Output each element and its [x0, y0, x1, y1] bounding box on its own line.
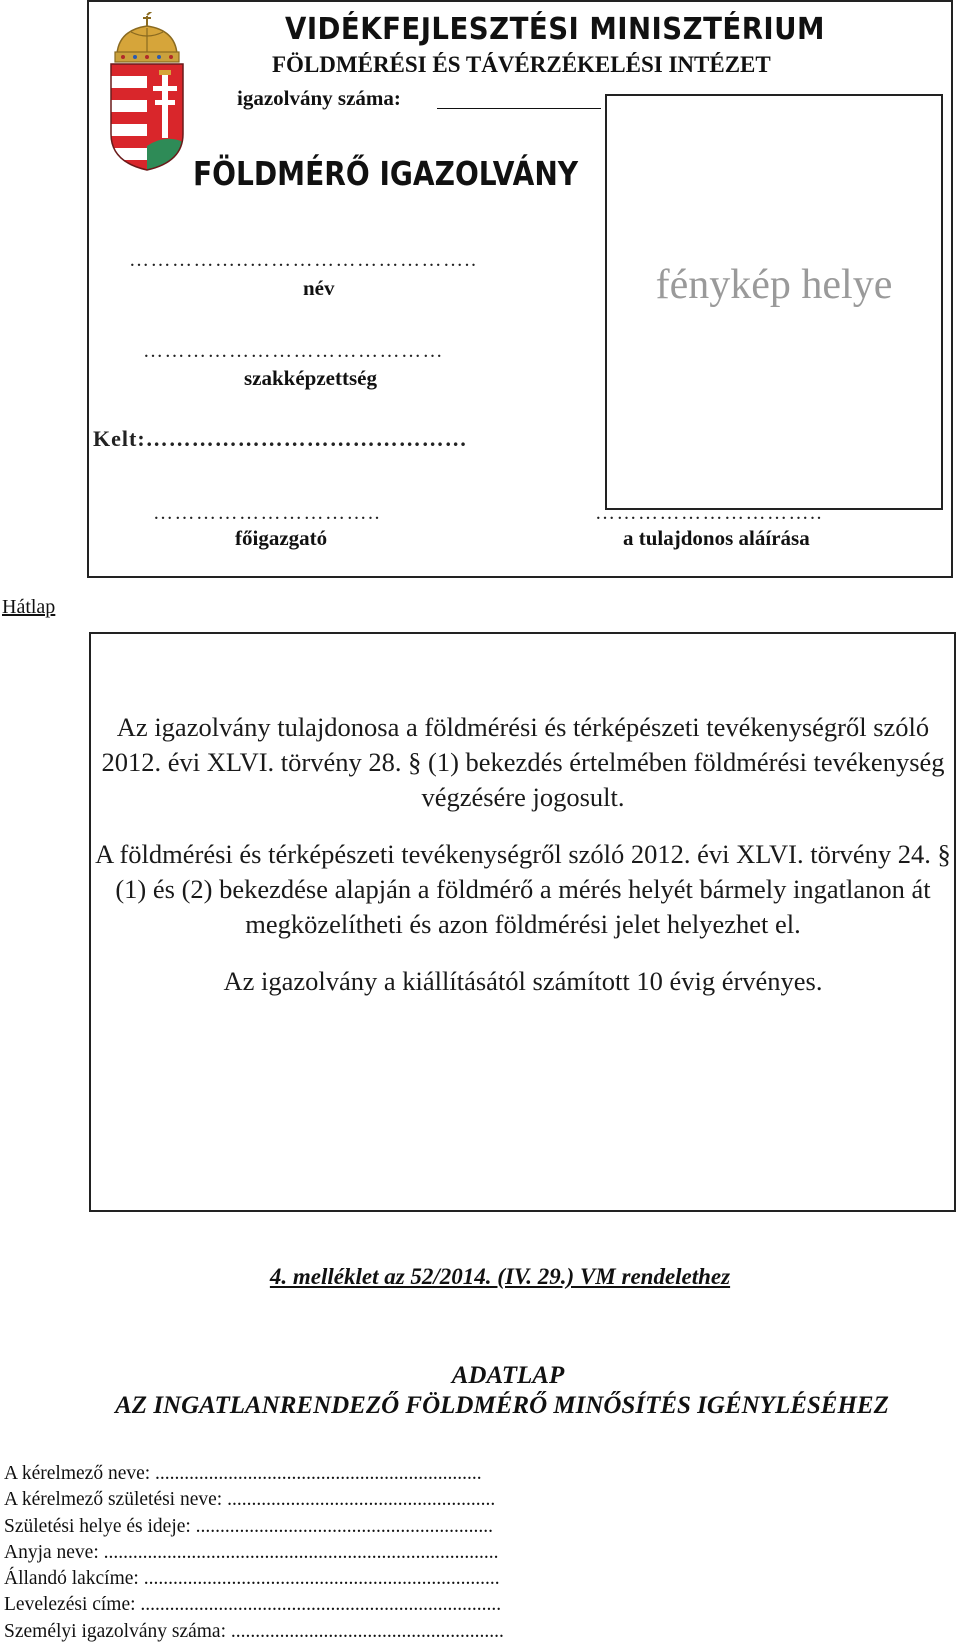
id-number-blank-line [437, 108, 601, 109]
institute-name: FÖLDMÉRÉSI ÉS TÁVÉRZÉKELÉSI INTÉZET [272, 52, 771, 77]
form-fields-list [4, 1461, 504, 1645]
qualification-label: szakképzettség [244, 366, 377, 390]
ministry-name: VIDÉKFEJLESZTÉSI MINISZTÉRIUM [285, 12, 825, 47]
annex-subtitle: AZ INGATLANRENDEZŐ FÖLDMÉRŐ MINŐSÍTÉS IGÉNYLÉSÉHEZ [115, 1392, 889, 1419]
card-title: FÖLDMÉRŐ IGAZOLVÁNY [193, 154, 579, 193]
form-field-mailing-address: Levelezési címe: .......................................................................... [4, 1594, 502, 1616]
qualification-dotted-line: …………………………………… [143, 340, 444, 362]
director-label: főigazgató [235, 526, 328, 550]
back-paragraph-validity: Az igazolvány a kiállításától számított 10 évig érvényes. [223, 966, 823, 996]
back-side-label: Hátlap [2, 596, 56, 618]
name-label: név [303, 276, 335, 300]
form-field-permanent-address: Állandó lakcíme: ......................................................................... [4, 1568, 500, 1590]
form-field-birth-place-date: Születési helye és ideje: ............................................................. [4, 1515, 494, 1537]
annex-title: ADATLAP [451, 1362, 565, 1389]
back-text-block [87, 710, 959, 1021]
photo-placeholder-text: fénykép helye [655, 262, 893, 308]
hungarian-coat-of-arms-icon [107, 12, 187, 172]
form-field-id-card-number: Személyi igazolvány száma: ........................................................ [4, 1620, 504, 1642]
date-field: Kelt:…………………………………… [93, 426, 468, 451]
annex-reference: 4. melléklet az 52/2014. (IV. 29.) VM rendelethez [269, 1264, 731, 1289]
owner-signature-label: a tulajdonos aláírása [623, 526, 810, 550]
owner-signature-line: ………………………….. [595, 502, 823, 524]
form-field-birth-name: A kérelmező születési neve: ....................................................... [4, 1489, 496, 1511]
director-signature-line: ………………………….. [153, 502, 381, 524]
form-field-applicant-name: A kérelmező neve: ................................................................... [4, 1463, 482, 1484]
id-number-label: igazolvány száma: [237, 86, 401, 110]
name-dotted-line: ……………..………………………….. [129, 249, 478, 271]
form-field-mother-name: Anyja neve: ................................................................................. [4, 1541, 499, 1563]
back-paragraph-access-rights: A földmérési és térképészeti tevékenységről szóló 2012. évi XLVI. törvény 24. § (1) és (2) bekezdése alapján a földmérő a mérés helyét bármely ingatlanon át megközelítheti és azon földmérési jelet helyezhet el. [95, 839, 951, 939]
back-paragraph-authorization: Az igazolvány tulajdonosa a földmérési és térképészeti tevékenységről szóló 2012. évi XLVI. törvény 28. § (1) bekezdés értelmében földmérési tevékenység végzésére jogosult. [101, 712, 945, 812]
photo-placeholder-box [605, 94, 943, 510]
id-card-back [89, 632, 956, 1212]
id-card-front [87, 0, 953, 578]
